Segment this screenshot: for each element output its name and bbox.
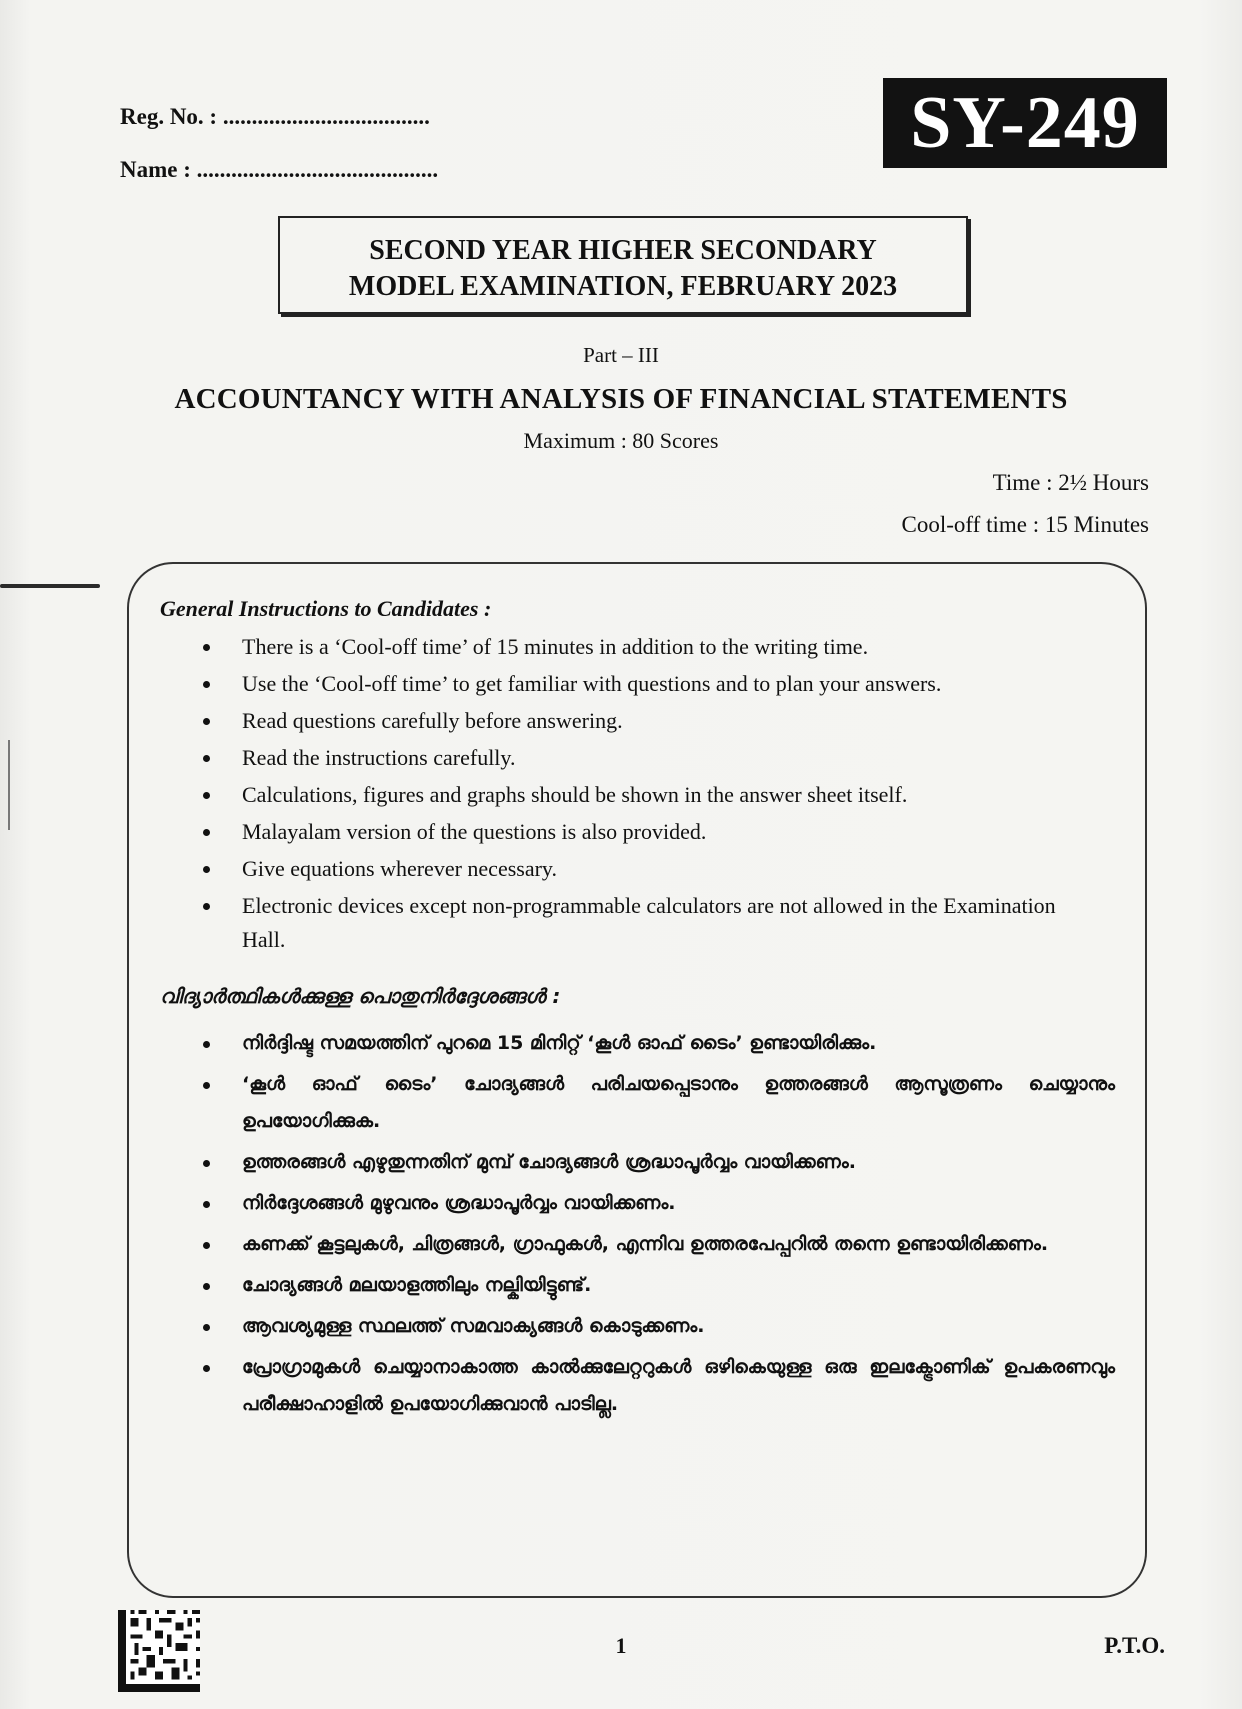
list-item: There is a ‘Cool-off time’ of 15 minutes in addition to the writing time. — [200, 630, 1100, 664]
scan-artifact-edge — [8, 740, 10, 830]
list-item: Use the ‘Cool-off time’ to get familiar with questions and to plan your answers. — [200, 667, 1100, 701]
exam-title-box — [278, 216, 968, 314]
english-instructions-list — [200, 630, 1100, 960]
list-item: ‘കൂൾ ഓഫ് ടൈം’ ചോദ്യങ്ങൾ പരിചയപ്പെടാനും ഉത്തരങ്ങൾ ആസൂത്രണം ചെയ്യാനും ഉപയോഗിക്കുക. — [200, 1066, 1115, 1140]
part-label: Part – III — [583, 343, 659, 367]
list-item: നിർദ്ദേശങ്ങൾ മുഴുവനും ശ്രദ്ധാപൂർവ്വം വായിക്കണം. — [200, 1185, 1115, 1222]
scan-artifact-line — [0, 584, 100, 588]
name-field: Name : .......................................... — [120, 157, 439, 182]
malayalam-instructions-list — [200, 1025, 1115, 1427]
paper-code-badge: SY-249 — [883, 78, 1167, 168]
list-item: ചോദ്യങ്ങൾ മലയാളത്തിലും നല്കിയിട്ടുണ്ട്. — [200, 1267, 1115, 1304]
exam-title-line1: SECOND YEAR HIGHER SECONDARY — [369, 235, 877, 266]
list-item: ആവശ്യമുള്ള സ്ഥലത്ത് സമവാക്യങ്ങൾ കൊടുക്കണം. — [200, 1308, 1115, 1345]
instructions-heading: General Instructions to Candidates : — [160, 596, 492, 621]
list-item: Give equations wherever necessary. — [200, 852, 1100, 886]
list-item: ഉത്തരങ്ങൾ എഴുതുന്നതിന് മുമ്പ് ചോദ്യങ്ങൾ ശ്രദ്ധാപൂർവ്വം വായിക്കണം. — [200, 1144, 1115, 1181]
list-item: കണക്ക് കൂട്ടലുകൾ, ചിത്രങ്ങൾ, ഗ്രാഫുകൾ, എന്നിവ ഉത്തരപേപ്പറിൽ തന്നെ ഉണ്ടായിരിക്കണം. — [200, 1226, 1115, 1263]
list-item: നിർദ്ദിഷ്ട സമയത്തിന് പുറമെ 15 മിനിറ്റ് ‘കൂൾ ഓഫ് ടൈം’ ഉണ്ടായിരിക്കും. — [200, 1025, 1115, 1062]
list-item: Read questions carefully before answering. — [200, 704, 1100, 738]
malayalam-instructions-heading: വിദ്യാർത്ഥികൾക്കുള്ള പൊതുനിർദ്ദേശങ്ങൾ : — [160, 984, 561, 1008]
list-item: Calculations, figures and graphs should be shown in the answer sheet itself. — [200, 778, 1100, 812]
list-item: Electronic devices except non-programmable calculators are not allowed in the Examination Hall. — [200, 889, 1100, 957]
page-number: 1 — [615, 1633, 627, 1658]
cool-off-time: Cool-off time : 15 Minutes — [901, 512, 1149, 537]
time-allowed: Time : 2½ Hours — [992, 470, 1149, 495]
reg-no-field: Reg. No. : .................................... — [120, 104, 430, 129]
list-item: Read the instructions carefully. — [200, 741, 1100, 775]
maximum-scores: Maximum : 80 Scores — [523, 428, 719, 453]
exam-title-line2: MODEL EXAMINATION, FEBRUARY 2023 — [348, 271, 898, 302]
list-item: Malayalam version of the questions is also provided. — [200, 815, 1100, 849]
list-item: പ്രോഗ്രാമുകൾ ചെയ്യാനാകാത്ത കാൽക്കുലേറ്ററുകൾ ഒഴികെയുള്ള ഒരു ഇലക്ട്രോണിക് ഉപകരണവും പരീക്ഷാഹാളിൽ ഉപയോഗിക്കുവാൻ പാടില്ല. — [200, 1349, 1115, 1423]
subject-title: ACCOUNTANCY WITH ANALYSIS OF FINANCIAL STATEMENTS — [174, 383, 1068, 415]
pto-label: P.T.O. — [1104, 1633, 1165, 1658]
